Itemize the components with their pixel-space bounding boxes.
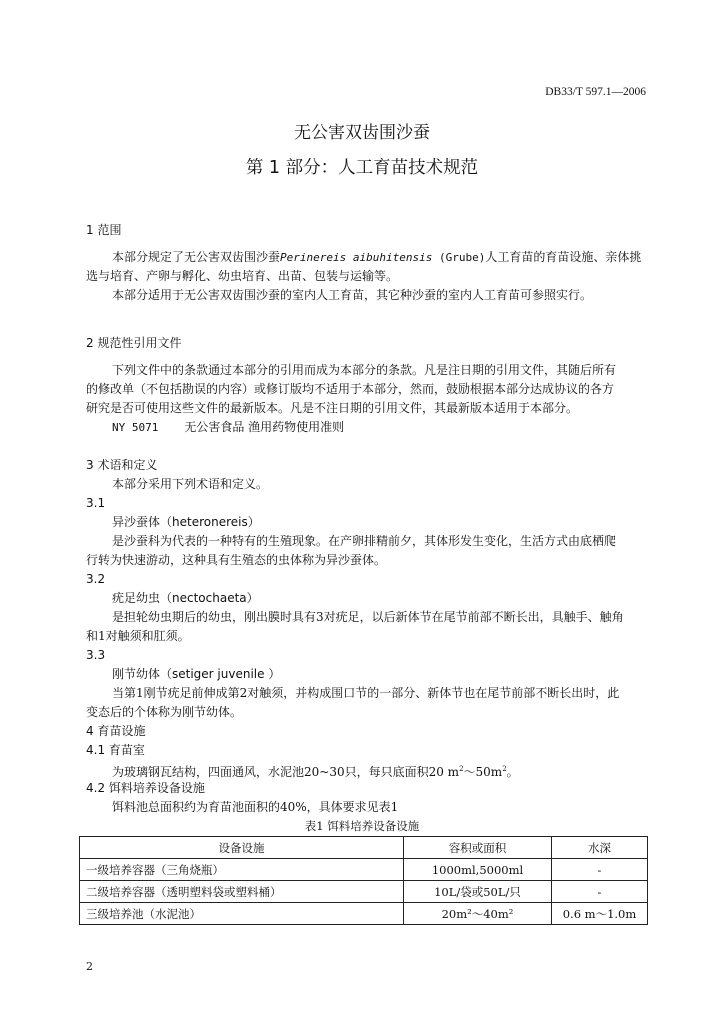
term-3-1-title: 异沙蚕体（heteronereis） [112,515,260,529]
section-2-heading: 2 规范性引用文件 [86,336,182,350]
table-cell: 1000ml,5000ml [404,859,552,881]
term-3-2-number: 3.2 [86,572,106,586]
section-1-heading: 1 范围 [86,223,122,237]
term-3-3-definition-line-1: 当第1刚节疣足前伸成第2对触须，并构成围口节的一部分、新体节也在尾节前部不断长出时，此 [112,686,620,700]
section-2-paragraph-line-1: 下列文件中的条款通过本部分的引用而成为本部分的条款。凡是注日期的引用文件，其随后所有 [112,363,617,377]
page-number: 2 [86,960,93,973]
table-cell: - [552,881,648,903]
section-4-heading: 4 育苗设施 [86,724,146,738]
superscript-2: 2 [459,765,464,773]
document-title: 无公害双齿围沙蚕 [294,123,430,143]
term-3-3-number: 3.3 [86,648,106,662]
table-cell: 20m²～40m² [404,903,552,925]
table-row [80,859,648,881]
section-4-2-heading: 4.2 饵料培养设备设施 [86,781,205,795]
document-subtitle: 第 1 部分：人工育苗技术规范 [245,158,479,178]
term-3-1-number: 3.1 [86,496,106,510]
normative-reference [86,418,682,438]
section-1-paragraph-2: 本部分适用于无公害双齿围沙蚕的室内人工育苗，其它种沙蚕的室内人工育苗可参照实行。 [112,288,593,302]
term-3-1-definition-line-1: 是沙蚕科为代表的一种特有的生殖现象。在产卵排精前夕，其体形发生变化，生活方式由底栖爬 [112,534,617,548]
table-cell: - [552,859,648,881]
table-caption: 表1 饵料培养设备设施 [304,819,420,833]
term-3-3-definition-line-2: 变态后的个体称为刚节幼体。 [86,705,243,719]
column-header: 水深 [552,837,648,859]
section-1-paragraph-1 [86,248,656,268]
table-cell: 10L/袋或50L/只 [404,881,552,903]
column-header: 设备设施 [80,837,404,859]
term-3-2-definition-line-2: 和1对触须和肛须。 [86,629,190,643]
table-cell: 二级培养容器（透明塑料袋或塑料桶） [80,881,404,903]
superscript-2: 2 [502,765,507,773]
table-row [80,903,648,925]
species-author: (Grube) [432,251,486,264]
term-3-2-definition-line-1: 是担轮幼虫期后的幼虫，刚出膜时具有3对疣足，以后新体节在尾节前部不断长出，具触手、触角 [112,610,624,624]
section-4-1-heading: 4.1 育苗室 [86,743,145,757]
section-2-paragraph-line-2: 的修改单（不包括勘误的内容）或修订版均不适用于本部分，然而，鼓励根据本部分达成协议的各方 [86,382,615,396]
section-3-heading: 3 术语和定义 [86,458,158,472]
section-4-2-text: 饵料池总面积约为育苗池面积的40%，具体要求见表1 [112,800,399,814]
section-3-intro: 本部分采用下列术语和定义。 [112,477,269,491]
table-cell: 一级培养容器（三角烧瓶） [80,859,404,881]
text-span: 人工育苗的育苗设施、亲体挑 [485,250,642,264]
species-name: Perinereis aibuhitensis [280,251,433,264]
text-span: 。 [506,765,519,779]
table-row [80,881,648,903]
term-3-1-definition-line-2: 行转为快速游动，这种具有生殖态的虫体称为异沙蚕体。 [86,553,387,567]
column-header: 容积或面积 [404,837,552,859]
table-header-row [80,837,648,859]
text-span: 为玻璃钢瓦结构，四面通风，水泥池20~30只，每只底面积20 m [112,765,460,779]
section-1-paragraph-1-cont: 选与培育、产卵与孵化、幼虫培育、出苗、包装与运输等。 [86,269,399,283]
text-span: ～50m [463,765,503,779]
equipment-table [79,836,648,925]
reference-code: NY 5071 [112,421,159,434]
reference-title: 无公害食品 渔用药物使用准则 [184,420,345,434]
text-span: 本部分规定了无公害双齿围沙蚕 [112,250,281,264]
table-cell: 0.6 m～1.0m [552,903,648,925]
table-cell: 三级培养池（水泥池） [80,903,404,925]
section-2-paragraph-line-3: 研究是否可使用这些文件的最新版本。凡是不注日期的引用文件，其最新版本适用于本部分。 [86,401,579,415]
document-code: DB33/T 597.1—2006 [545,86,646,98]
term-3-2-title: 疣足幼虫（nectochaeta） [112,591,259,605]
term-3-3-title: 刚节幼体（setiger juvenile ） [112,667,281,681]
